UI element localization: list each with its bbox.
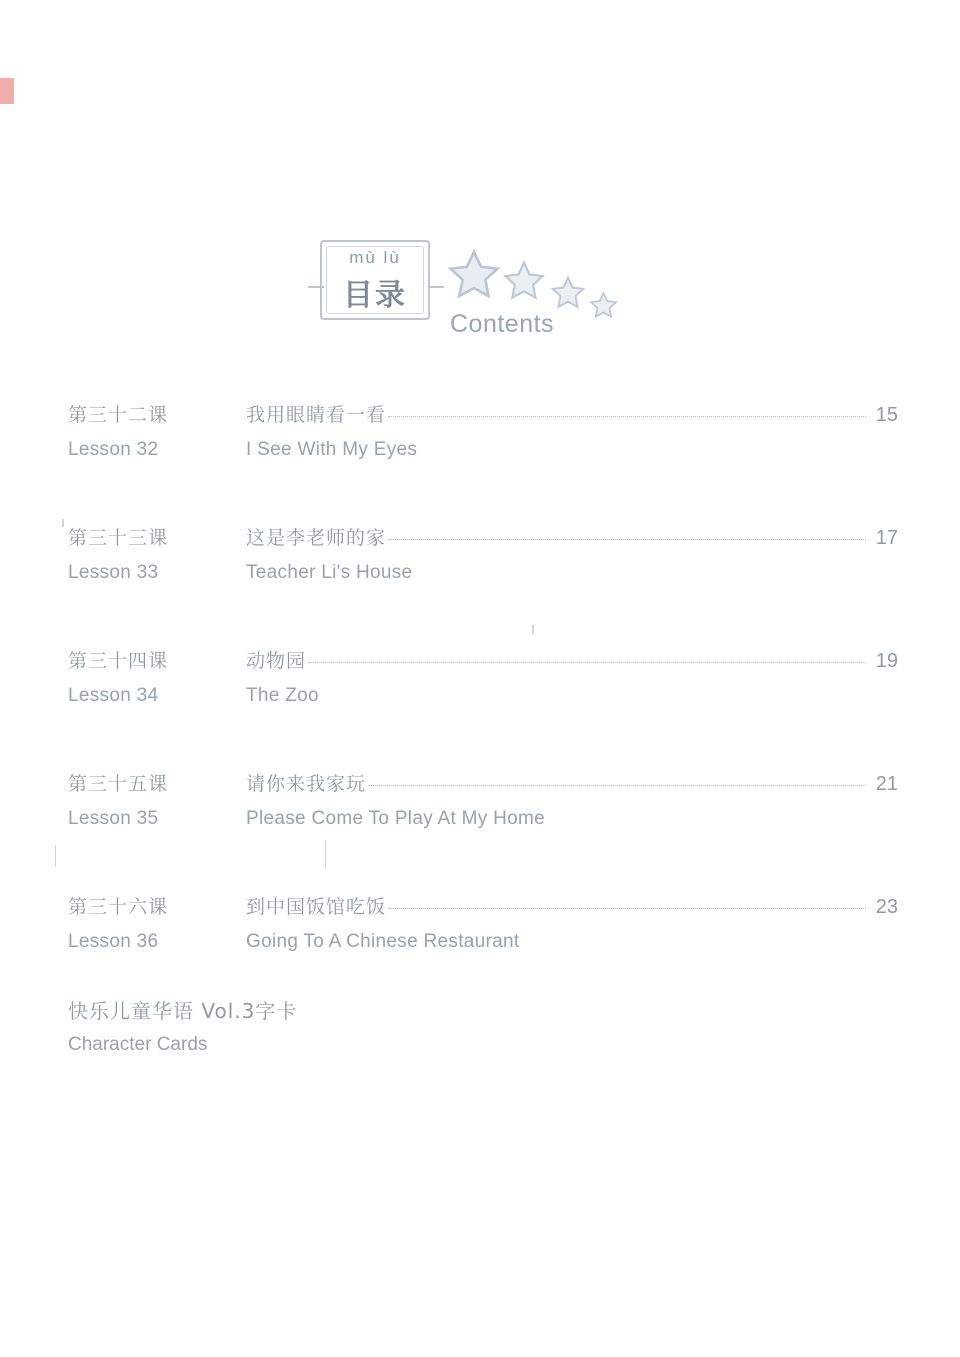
dot-leader — [368, 784, 866, 786]
star-icon — [549, 274, 587, 317]
lesson-number-cn: 第三十四课 — [68, 650, 169, 672]
character-cards-title-cn: 快乐儿童华语 Vol.3字卡 — [68, 999, 298, 1023]
lesson-number-cn: 第三十三课 — [68, 527, 169, 549]
lesson-title-cn: 动物园 — [246, 650, 307, 672]
mulu-logo-box — [320, 240, 430, 320]
lesson-number-cn: 第三十五课 — [68, 773, 169, 795]
contents-header — [300, 232, 720, 352]
lesson-number-en: Lesson 34 — [68, 685, 159, 706]
toc-entry[interactable] — [68, 646, 898, 769]
lesson-title-en: Teacher Li's House — [246, 562, 413, 583]
scan-edge-mark — [0, 78, 14, 104]
star-icon — [501, 258, 547, 309]
mulu-bar-left — [308, 286, 324, 288]
contents-title: Contents — [450, 310, 555, 338]
dot-leader — [388, 415, 866, 417]
lesson-title-cn: 到中国饭馆吃饭 — [246, 896, 387, 918]
star-icon — [588, 290, 619, 326]
star-icon — [445, 246, 503, 309]
lesson-title-cn: 这是李老师的家 — [246, 527, 387, 549]
character-cards-note — [68, 995, 568, 1056]
lesson-number-en: Lesson 36 — [68, 931, 159, 952]
character-cards-title-en: Character Cards — [68, 1034, 208, 1055]
lesson-number-cn: 第三十二课 — [68, 404, 169, 426]
lesson-title-cn: 请你来我家玩 — [246, 773, 367, 795]
scan-speck — [62, 519, 64, 527]
toc-entry[interactable] — [68, 400, 898, 523]
lesson-number-en: Lesson 35 — [68, 808, 159, 829]
toc-entry[interactable] — [68, 523, 898, 646]
scan-streak — [55, 845, 56, 867]
mulu-hanzi: 目录 — [343, 278, 407, 313]
lesson-title-en: Going To A Chinese Restaurant — [246, 931, 520, 952]
dot-leader — [388, 538, 866, 540]
page-number: 19 — [875, 650, 898, 672]
page-number: 17 — [875, 527, 898, 549]
mulu-bar-right — [428, 286, 444, 288]
lesson-title-cn: 我用眼睛看一看 — [246, 404, 387, 426]
page-number: 15 — [875, 404, 898, 426]
dot-leader — [308, 661, 866, 663]
dot-leader — [388, 907, 866, 909]
lesson-number-en: Lesson 32 — [68, 439, 159, 460]
page-number: 21 — [875, 773, 898, 795]
toc-entry[interactable] — [68, 769, 898, 892]
lesson-number-en: Lesson 33 — [68, 562, 159, 583]
lesson-number-cn: 第三十六课 — [68, 896, 169, 918]
page-number: 23 — [875, 896, 898, 918]
lesson-title-en: The Zoo — [246, 685, 319, 706]
mulu-pinyin: mù lù — [349, 248, 401, 267]
lesson-title-en: I See With My Eyes — [246, 439, 418, 460]
lesson-title-en: Please Come To Play At My Home — [246, 808, 546, 829]
table-of-contents — [68, 400, 898, 1015]
